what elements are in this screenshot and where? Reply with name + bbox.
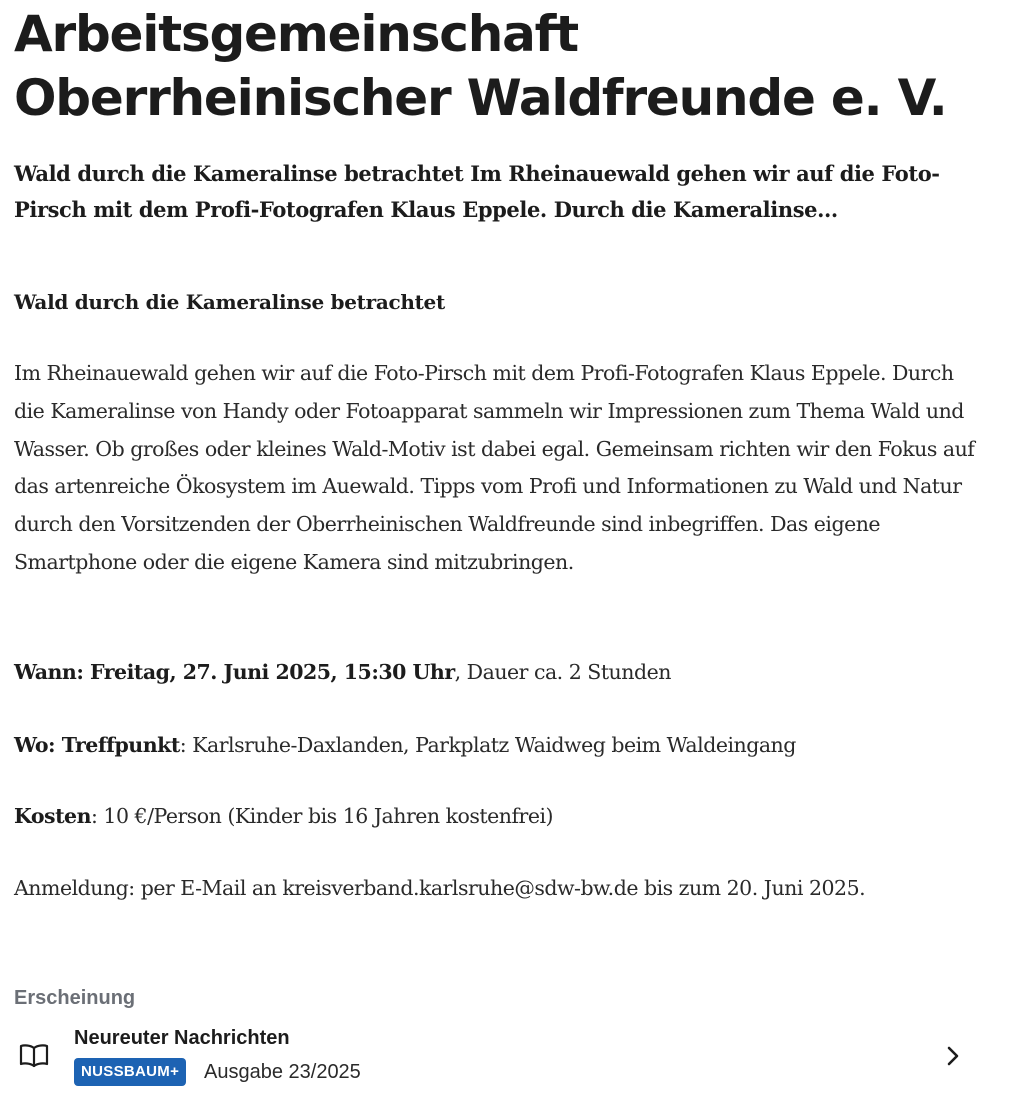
event-date-label: Wann: Freitag, 27. Juni 2025, 15:30 Uhr	[14, 660, 455, 684]
event-date-value: , Dauer ca. 2 Stunden	[454, 660, 671, 684]
nussbaum-badge: NUSSBAUM+	[74, 1058, 186, 1086]
event-location-label: Wo: Treffpunkt	[14, 733, 180, 757]
chevron-right-icon[interactable]	[944, 1044, 962, 1068]
book-icon	[18, 1042, 50, 1070]
publication-name: Neureuter Nachrichten	[74, 1027, 290, 1049]
publication-section-label: Erscheinung	[14, 987, 136, 1009]
publication-issue: Ausgabe 23/2025	[204, 1061, 361, 1083]
page-title: Arbeitsgemeinschaft Oberrheinischer Waldfreunde e. V.	[14, 5, 947, 127]
article-body: Im Rheinauewald gehen wir auf die Foto-Pirsch mit dem Profi-Fotografen Klaus Eppele. Durch die Kameralinse von Handy oder Fotoapparat sammeln wir Impressionen zum Thema Wald und Wasser. Ob großes oder kleines Wald-Motiv ist dabei egal. Gemeinsam richten wir den Fokus auf das artenreiche Ökosystem im Auewald. Tipps vom Profi und Informationen zu Wald und Natur durch den Vorsitzenden der Oberrheinischen Waldfreunde sind inbegriffen. Das eigene Smartphone oder die eigene Kamera sind mitzubringen.	[14, 361, 975, 574]
event-registration: Anmeldung: per E-Mail an kreisverband.karlsruhe@sdw-bw.de bis zum 20. Juni 2025.	[14, 876, 866, 900]
event-cost-label: Kosten	[14, 804, 91, 828]
article-teaser: Wald durch die Kameralinse betrachtet Im Rheinauewald gehen wir auf die Foto-Pirsch mit dem Profi-Fotografen Klaus Eppele. Durch die Kameralinse...	[14, 161, 940, 222]
event-cost-value: : 10 €/Person (Kinder bis 16 Jahren kostenfrei)	[91, 804, 554, 828]
publication-link[interactable]	[14, 1018, 999, 1094]
event-location	[14, 727, 796, 763]
event-date	[14, 654, 671, 690]
article-subheading: Wald durch die Kameralinse betrachtet	[14, 290, 445, 314]
event-location-value: : Karlsruhe-Daxlanden, Parkplatz Waidweg beim Waldeingang	[179, 733, 796, 757]
event-cost	[14, 798, 553, 834]
